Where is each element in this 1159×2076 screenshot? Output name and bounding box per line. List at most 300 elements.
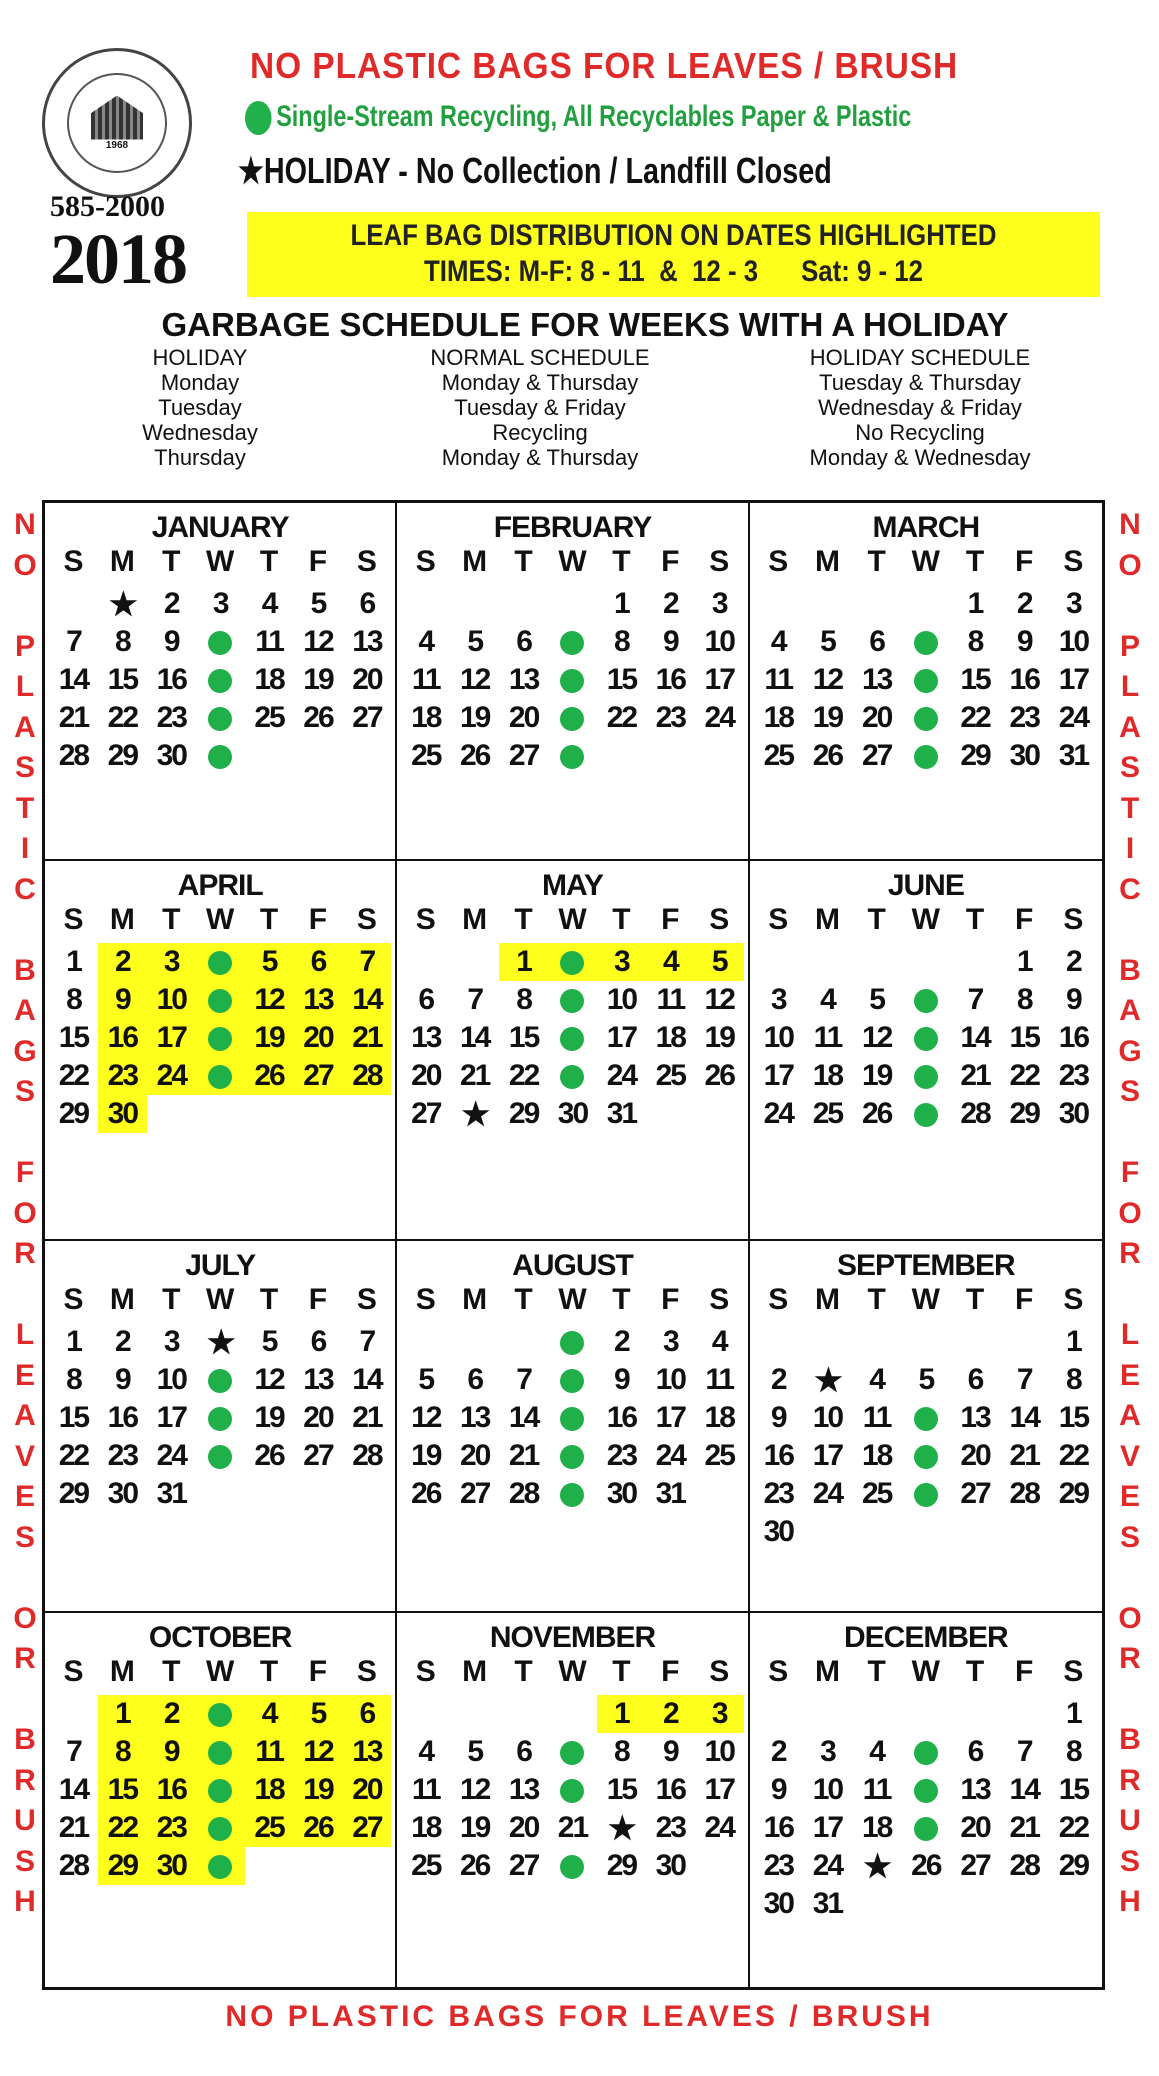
side-letter: L — [15, 670, 35, 703]
empty-cell — [852, 943, 901, 981]
day-cell: 11 — [245, 1733, 294, 1771]
day-cell: 5 — [918, 1363, 934, 1396]
day-cell: 29 — [1058, 1849, 1089, 1882]
day-cell: 15 — [98, 1771, 147, 1809]
day-cell: 4 — [418, 625, 434, 658]
month-name: AUGUST — [512, 1249, 633, 1282]
recycling-dot-icon — [208, 1703, 232, 1727]
empty-cell — [852, 585, 901, 623]
day-cell: 9 — [1066, 983, 1081, 1016]
day-cell: 20 — [411, 1059, 441, 1092]
recycling-dot-icon — [914, 745, 938, 769]
side-letter — [10, 586, 40, 627]
empty-cell — [49, 585, 98, 623]
day-cell: 27 — [861, 739, 892, 772]
day-cell: 21 — [459, 1059, 490, 1092]
day-cell: 3 — [695, 1695, 744, 1733]
weekday-header: T — [965, 1283, 985, 1316]
day-cell: 29 — [107, 739, 138, 772]
weekday-header: T — [162, 545, 181, 578]
recycling-day — [196, 1733, 245, 1771]
schedule-row: Wednesday — [142, 420, 258, 445]
day-cell: 18 — [704, 1401, 734, 1434]
day-cell: 12 — [245, 981, 294, 1019]
weekday-header: S — [63, 1655, 84, 1688]
weekday-header: S — [356, 1655, 377, 1688]
day-cell: 10 — [812, 1401, 843, 1434]
day-cell: 14 — [960, 1021, 990, 1054]
day-cell: 25 — [704, 1439, 734, 1472]
day-cell: 12 — [459, 663, 490, 696]
day-cell: 27 — [459, 1477, 490, 1510]
day-cell: 26 — [245, 1057, 294, 1095]
day-cell: 19 — [294, 1771, 343, 1809]
day-cell: 4 — [646, 943, 695, 981]
day-cell: 15 — [606, 1773, 637, 1806]
day-cell: 1 — [66, 1325, 81, 1358]
day-cell: 24 — [704, 1811, 734, 1844]
day-cell: 9 — [662, 625, 678, 658]
day-cell: 31 — [606, 1097, 637, 1130]
day-cell: 20 — [861, 701, 892, 734]
weekday-header: S — [1063, 545, 1084, 578]
empty-cell — [499, 1695, 548, 1733]
day-cell: 15 — [1009, 1021, 1039, 1054]
recycling-dot-icon — [560, 951, 584, 975]
recycling-dot-icon — [560, 1483, 584, 1507]
side-letter — [10, 1113, 40, 1154]
footer: NO PLASTIC BAGS FOR LEAVES / BRUSH — [225, 2000, 934, 2033]
day-cell: 25 — [655, 1059, 685, 1092]
weekday-header: W — [205, 1655, 235, 1688]
day-cell: 24 — [763, 1097, 793, 1130]
day-cell: 21 — [342, 1019, 391, 1057]
day-cell: 16 — [107, 1401, 138, 1434]
day-cell: 5 — [245, 943, 294, 981]
side-letter: S — [14, 1075, 35, 1108]
day-cell: 2 — [1016, 587, 1032, 620]
side-letter — [1115, 1275, 1145, 1316]
day-cell: 31 — [1058, 739, 1089, 772]
recycling-dot-icon — [208, 1065, 232, 1089]
recycling-day — [196, 737, 245, 775]
day-cell: 5 — [310, 587, 326, 620]
day-cell: 11 — [656, 983, 685, 1016]
day-cell: 6 — [310, 1325, 326, 1358]
day-cell: 8 — [1016, 983, 1032, 1016]
day-cell: 5 — [261, 1325, 277, 1358]
day-cell: 9 — [163, 625, 179, 658]
day-cell: 7 — [467, 983, 483, 1016]
day-cell: 12 — [411, 1401, 441, 1434]
day-cell: 1 — [967, 587, 983, 620]
month-name: JUNE — [887, 869, 964, 902]
day-cell: 30 — [763, 1515, 793, 1548]
empty-cell — [901, 943, 950, 981]
side-letter: N — [1119, 508, 1141, 541]
recycling-dot-icon — [914, 631, 938, 655]
side-letter: H — [14, 1885, 36, 1918]
day-cell: 19 — [812, 701, 843, 734]
day-cell: 29 — [1058, 1477, 1089, 1510]
day-cell: 3 — [597, 943, 646, 981]
day-cell: 10 — [1058, 625, 1089, 658]
month-name: JULY — [185, 1249, 256, 1282]
weekday-header: F — [308, 1283, 328, 1316]
weekday-header: T — [162, 1283, 181, 1316]
day-cell: 19 — [459, 1811, 490, 1844]
empty-cell — [754, 1695, 803, 1733]
recycling-dot-icon — [560, 669, 584, 693]
day-cell: 11 — [255, 625, 283, 658]
recycling-day — [196, 661, 245, 699]
recycling-dot-icon — [914, 1407, 938, 1431]
day-cell: 23 — [655, 701, 685, 734]
day-cell: 29 — [960, 739, 990, 772]
recycling-dot-icon — [245, 101, 272, 135]
day-cell: 9 — [98, 981, 147, 1019]
recycling-day — [196, 1019, 245, 1057]
day-cell: 1 — [98, 1695, 147, 1733]
recycling-day — [548, 661, 597, 699]
side-letter: S — [14, 1520, 35, 1554]
day-cell: 17 — [147, 1019, 196, 1057]
side-letter: R — [14, 1763, 36, 1797]
day-cell: 10 — [606, 983, 637, 1016]
weekday-header: W — [558, 545, 587, 578]
schedule-row: Monday — [160, 370, 240, 395]
weekday-header: T — [612, 1283, 631, 1316]
weekday-header: T — [514, 545, 533, 578]
day-cell: 8 — [614, 625, 629, 658]
weekday-header: M — [462, 1655, 488, 1688]
day-cell: 11 — [411, 1773, 440, 1806]
day-cell: 23 — [1009, 701, 1039, 734]
weekday-header: W — [558, 1283, 587, 1316]
recycling-dot-icon — [560, 1855, 584, 1879]
side-letter: O — [1118, 1196, 1142, 1230]
weekday-header: T — [965, 903, 985, 936]
day-cell: 19 — [254, 1401, 284, 1434]
recycling-day — [901, 1019, 950, 1057]
day-cell: 20 — [508, 1811, 539, 1844]
day-cell: 6 — [359, 587, 375, 620]
day-cell: 9 — [115, 1363, 130, 1396]
star-icon: ★ — [461, 1096, 489, 1132]
recycling-day — [901, 737, 950, 775]
day-cell: 22 — [107, 701, 138, 734]
day-cell: 28 — [1009, 1849, 1039, 1882]
day-cell: 19 — [411, 1439, 441, 1472]
day-cell: 10 — [704, 1735, 734, 1768]
day-cell: 5 — [820, 625, 835, 658]
day-cell: 4 — [820, 983, 835, 1016]
day-cell: 27 — [303, 1439, 333, 1472]
day-cell: 2 — [147, 1695, 196, 1733]
side-letter: P — [1119, 629, 1140, 663]
weekday-header: S — [415, 1655, 436, 1688]
weekday-header: F — [1015, 1655, 1034, 1688]
recycling-dot-icon — [208, 1779, 232, 1803]
day-cell: 8 — [1066, 1363, 1081, 1396]
recycling-dot-icon — [208, 1741, 232, 1765]
day-cell: 5 — [418, 1363, 434, 1396]
day-cell: 20 — [352, 663, 382, 696]
day-cell: 8 — [115, 625, 130, 658]
day-cell: 30 — [655, 1849, 685, 1882]
weekday-header: S — [709, 545, 730, 578]
day-cell: 21 — [1009, 1439, 1039, 1472]
day-cell: 30 — [606, 1477, 637, 1510]
day-cell: 23 — [606, 1439, 637, 1472]
recycling-dot-icon — [560, 1027, 584, 1051]
day-cell: 22 — [606, 701, 637, 734]
side-letter: U — [1119, 1804, 1141, 1837]
holiday-day — [98, 585, 147, 623]
weekday-header: S — [709, 903, 730, 936]
day-cell: 21 — [960, 1059, 990, 1092]
day-cell: 22 — [1058, 1439, 1089, 1472]
day-cell: 7 — [1016, 1363, 1032, 1396]
day-cell: 9 — [1016, 625, 1032, 658]
weekday-header: S — [1063, 1655, 1084, 1688]
day-cell: 12 — [704, 983, 734, 1016]
star-icon: ★ — [206, 1324, 234, 1360]
day-cell: 31 — [156, 1477, 186, 1510]
recycling-day — [548, 1475, 597, 1513]
day-cell: 14 — [1009, 1401, 1039, 1434]
side-letter: S — [1119, 1520, 1140, 1554]
day-cell: 27 — [508, 739, 539, 772]
side-letter — [10, 1680, 40, 1721]
empty-cell — [754, 1323, 803, 1361]
empty-cell — [548, 585, 597, 623]
day-cell: 1 — [499, 943, 548, 981]
weekday-header: S — [768, 545, 789, 578]
recycling-day — [901, 1057, 950, 1095]
day-cell: 14 — [58, 663, 89, 696]
recycling-dot-icon — [560, 989, 584, 1013]
day-cell: 18 — [411, 1811, 441, 1844]
weekday-header: M — [814, 1283, 840, 1316]
day-cell: 30 — [147, 1847, 196, 1885]
month-name: SEPTEMBER — [836, 1249, 1015, 1282]
recycling-day — [196, 981, 245, 1019]
day-cell: 25 — [254, 701, 284, 734]
recycling-day — [196, 1771, 245, 1809]
star-icon: ★ — [109, 586, 136, 622]
recycling-dot-icon — [560, 631, 584, 655]
day-cell: 30 — [1009, 739, 1039, 772]
empty-cell — [49, 1695, 98, 1733]
day-cell: 15 — [508, 1021, 539, 1054]
recycling-day — [196, 699, 245, 737]
empty-cell — [803, 1695, 852, 1733]
day-cell: 6 — [342, 1695, 391, 1733]
day-cell: 20 — [960, 1811, 990, 1844]
day-cell: 10 — [156, 1363, 186, 1396]
weekday-header: S — [415, 1283, 436, 1316]
weekday-header: M — [462, 903, 488, 936]
side-text-left — [10, 505, 40, 1923]
weekday-header: M — [109, 1655, 135, 1688]
weekday-header: T — [612, 1655, 631, 1688]
recycling-day — [196, 1847, 245, 1885]
weekday-header: S — [415, 903, 436, 936]
recycling-day — [548, 981, 597, 1019]
empty-cell — [499, 1323, 548, 1361]
day-cell: 26 — [911, 1849, 941, 1882]
day-cell: 15 — [1058, 1401, 1089, 1434]
empty-cell — [852, 1323, 901, 1361]
empty-cell — [754, 585, 803, 623]
day-cell: 21 — [58, 701, 89, 734]
day-cell: 22 — [58, 1059, 89, 1092]
side-letter — [10, 1558, 40, 1599]
empty-cell — [401, 1323, 450, 1361]
empty-cell — [450, 1323, 499, 1361]
weekday-header: F — [661, 545, 680, 578]
side-letter: C — [1119, 872, 1141, 906]
day-cell: 5 — [695, 943, 744, 981]
weekday-header: T — [867, 903, 886, 936]
day-cell: 3 — [163, 1325, 179, 1358]
recycling-dot-icon — [914, 1103, 938, 1127]
day-cell: 12 — [812, 663, 843, 696]
holiday-legend — [238, 150, 832, 192]
weekday-header: W — [911, 545, 940, 578]
month-name: FEBRUARY — [493, 511, 652, 544]
recycling-day — [901, 623, 950, 661]
day-cell: 23 — [98, 1057, 147, 1095]
recycling-day — [196, 1695, 245, 1733]
side-letter: L — [1120, 1318, 1140, 1351]
weekday-header: S — [63, 903, 84, 936]
recycling-legend-text: Single-Stream Recycling, All Recyclables Paper & Plastic — [276, 100, 912, 133]
day-cell: 1 — [1066, 1325, 1081, 1358]
day-cell: 14 — [459, 1021, 490, 1054]
day-cell: 5 — [294, 1695, 343, 1733]
day-cell: 26 — [861, 1097, 892, 1130]
day-cell: 8 — [66, 983, 81, 1016]
day-cell: 2 — [662, 587, 678, 620]
day-cell: 9 — [770, 1773, 786, 1806]
recycling-day — [196, 1399, 245, 1437]
day-cell: 14 — [352, 1363, 382, 1396]
month-march — [750, 503, 1102, 861]
day-cell: 18 — [763, 701, 793, 734]
day-cell: 7 — [516, 1363, 531, 1396]
weekday-header: S — [356, 903, 377, 936]
month-january — [45, 503, 397, 861]
day-cell: 10 — [655, 1363, 685, 1396]
schedule-column — [760, 345, 1080, 470]
weekday-header: F — [661, 1283, 680, 1316]
weekday-header: W — [911, 903, 940, 936]
day-cell: 2 — [1066, 945, 1081, 978]
weekday-header: S — [709, 1283, 730, 1316]
day-cell: 17 — [704, 1773, 734, 1806]
day-cell: 15 — [960, 663, 990, 696]
weekday-header: F — [1015, 903, 1034, 936]
day-cell: 5 — [467, 1735, 483, 1768]
empty-cell — [950, 1323, 999, 1361]
day-cell: 27 — [960, 1477, 990, 1510]
day-cell: 10 — [763, 1021, 793, 1054]
schedule-column — [370, 345, 710, 470]
recycling-day — [548, 623, 597, 661]
side-letter: R — [1119, 1237, 1141, 1270]
side-letter — [1115, 586, 1145, 627]
recycling-day — [901, 1399, 950, 1437]
day-cell: 13 — [508, 1773, 539, 1806]
recycling-dot-icon — [914, 1817, 938, 1841]
side-letter: A — [14, 710, 36, 744]
day-cell: 13 — [411, 1021, 441, 1054]
weekday-header: T — [514, 1283, 533, 1316]
day-cell: 18 — [812, 1059, 843, 1092]
star-icon: ★ — [814, 1362, 841, 1398]
day-cell: 8 — [1066, 1735, 1081, 1768]
day-cell: 2 — [163, 587, 179, 620]
recycling-day — [548, 737, 597, 775]
weekday-header: M — [109, 1283, 135, 1316]
day-cell: 21 — [58, 1811, 89, 1844]
empty-cell — [852, 1695, 901, 1733]
day-cell: 10 — [704, 625, 734, 658]
side-letter: T — [15, 791, 35, 825]
empty-cell — [950, 1695, 999, 1733]
holiday-day — [852, 1847, 901, 1885]
weekday-header: F — [661, 903, 680, 936]
side-letter: O — [1118, 1601, 1142, 1635]
weekday-header: S — [1063, 1283, 1084, 1316]
recycling-day — [901, 1095, 950, 1133]
month-name: APRIL — [177, 869, 263, 902]
day-cell: 25 — [245, 1809, 294, 1847]
weekday-header: F — [308, 1655, 328, 1688]
day-cell: 20 — [342, 1771, 391, 1809]
recycling-dot-icon — [560, 1369, 584, 1393]
day-cell: 7 — [342, 943, 391, 981]
day-cell: 18 — [411, 701, 441, 734]
side-letter: E — [14, 1358, 35, 1392]
day-cell: 17 — [1058, 663, 1089, 696]
recycling-day — [901, 1437, 950, 1475]
weekday-header: S — [63, 545, 84, 578]
month-december — [750, 1613, 1102, 1987]
recycling-day — [196, 623, 245, 661]
day-cell: 6 — [418, 983, 434, 1016]
side-letter: R — [1119, 1642, 1141, 1675]
side-letter: C — [14, 872, 36, 906]
recycling-dot-icon — [914, 1779, 938, 1803]
day-cell: 26 — [704, 1059, 734, 1092]
day-cell: 17 — [156, 1401, 186, 1434]
recycling-dot-icon — [560, 745, 584, 769]
weekday-header: F — [1015, 545, 1034, 578]
day-cell: 7 — [66, 1735, 81, 1768]
side-letter: R — [1119, 1763, 1141, 1797]
recycling-dot-icon — [560, 1331, 584, 1355]
side-letter — [10, 1275, 40, 1316]
year: 2018 — [50, 219, 186, 299]
day-cell: 9 — [147, 1733, 196, 1771]
day-cell: 27 — [342, 1809, 391, 1847]
recycling-day — [548, 1847, 597, 1885]
day-cell: 12 — [294, 1733, 343, 1771]
side-letter: F — [1120, 1156, 1140, 1189]
